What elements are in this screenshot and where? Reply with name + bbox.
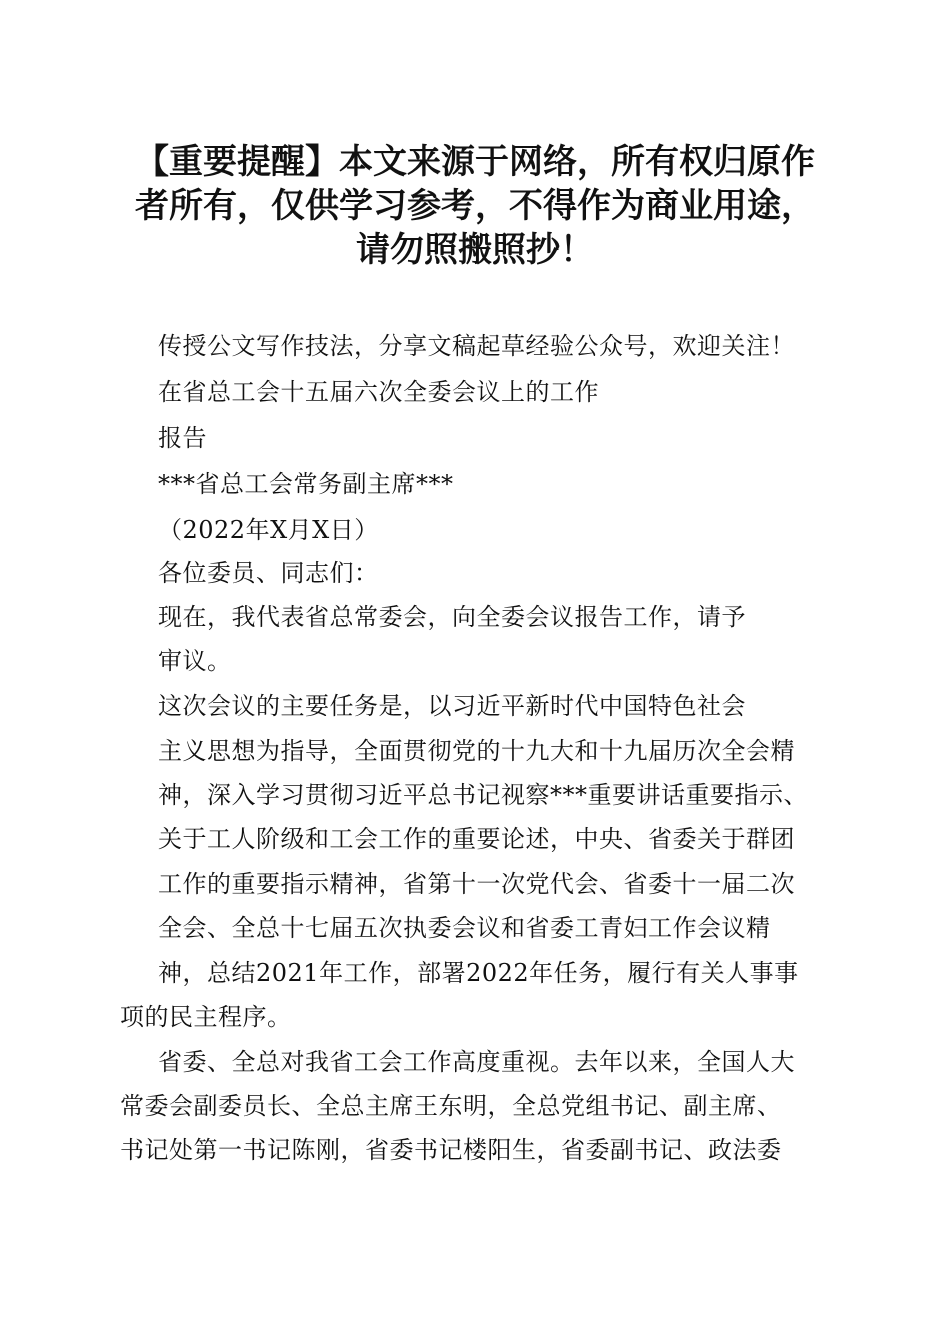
paragraph-2-line-6: 全会、全总十七届五次执委会议和省委工青妇工作会议精 — [158, 914, 771, 942]
notice-line-3: 请勿照搬照抄！ — [356, 230, 594, 270]
paragraph-2-line-3: 神，深入学习贯彻习近平总书记视察***重要讲话重要指示、 — [158, 781, 808, 809]
paragraph-2-line-5: 工作的重要指示精神，省第十一次党代会、省委十一届二次 — [158, 870, 795, 898]
paragraph-1-line-2: 审议。 — [158, 647, 232, 675]
paragraph-3-line-3: 书记处第一书记陈刚，省委书记楼阳生，省委副书记、政法委 — [120, 1136, 782, 1164]
paragraph-2-line-7: 神，总结2021年工作，部署2022年任务，履行有关人事事 — [158, 959, 799, 987]
paragraph-2-line-8: 项的民主程序。 — [120, 1003, 292, 1031]
subscribe-line: 传授公文写作技法，分享文稿起草经验公众号，欢迎关注！ — [158, 332, 795, 360]
salutation: 各位委员、同志们： — [158, 559, 379, 587]
report-date: （2022年X月X日） — [158, 516, 379, 544]
report-title-line-1: 在省总工会十五届六次全委会议上的工作 — [158, 378, 599, 406]
important-notice — [100, 140, 850, 272]
paragraph-2-line-2: 主义思想为指导，全面贯彻党的十九大和十九届历次全会精 — [158, 737, 795, 765]
paragraph-2-line-4: 关于工人阶级和工会工作的重要论述，中央、省委关于群团 — [158, 825, 795, 853]
paragraph-3-line-1: 省委、全总对我省工会工作高度重视。去年以来，全国人大 — [158, 1048, 795, 1076]
report-author: ***省总工会常务副主席*** — [158, 470, 454, 498]
notice-line-2: 者所有，仅供学习参考，不得作为商业用途， — [135, 186, 815, 226]
paragraph-2-line-1: 这次会议的主要任务是，以习近平新时代中国特色社会 — [158, 692, 746, 720]
report-title-line-2: 报告 — [158, 424, 207, 452]
paragraph-3-line-2: 常委会副委员长、全总主席王东明，全总党组书记、副主席、 — [120, 1092, 782, 1120]
notice-line-1: 【重要提醒】本文来源于网络，所有权归原作 — [135, 142, 815, 182]
paragraph-1-line-1: 现在，我代表省总常委会，向全委会议报告工作，请予 — [158, 603, 746, 631]
